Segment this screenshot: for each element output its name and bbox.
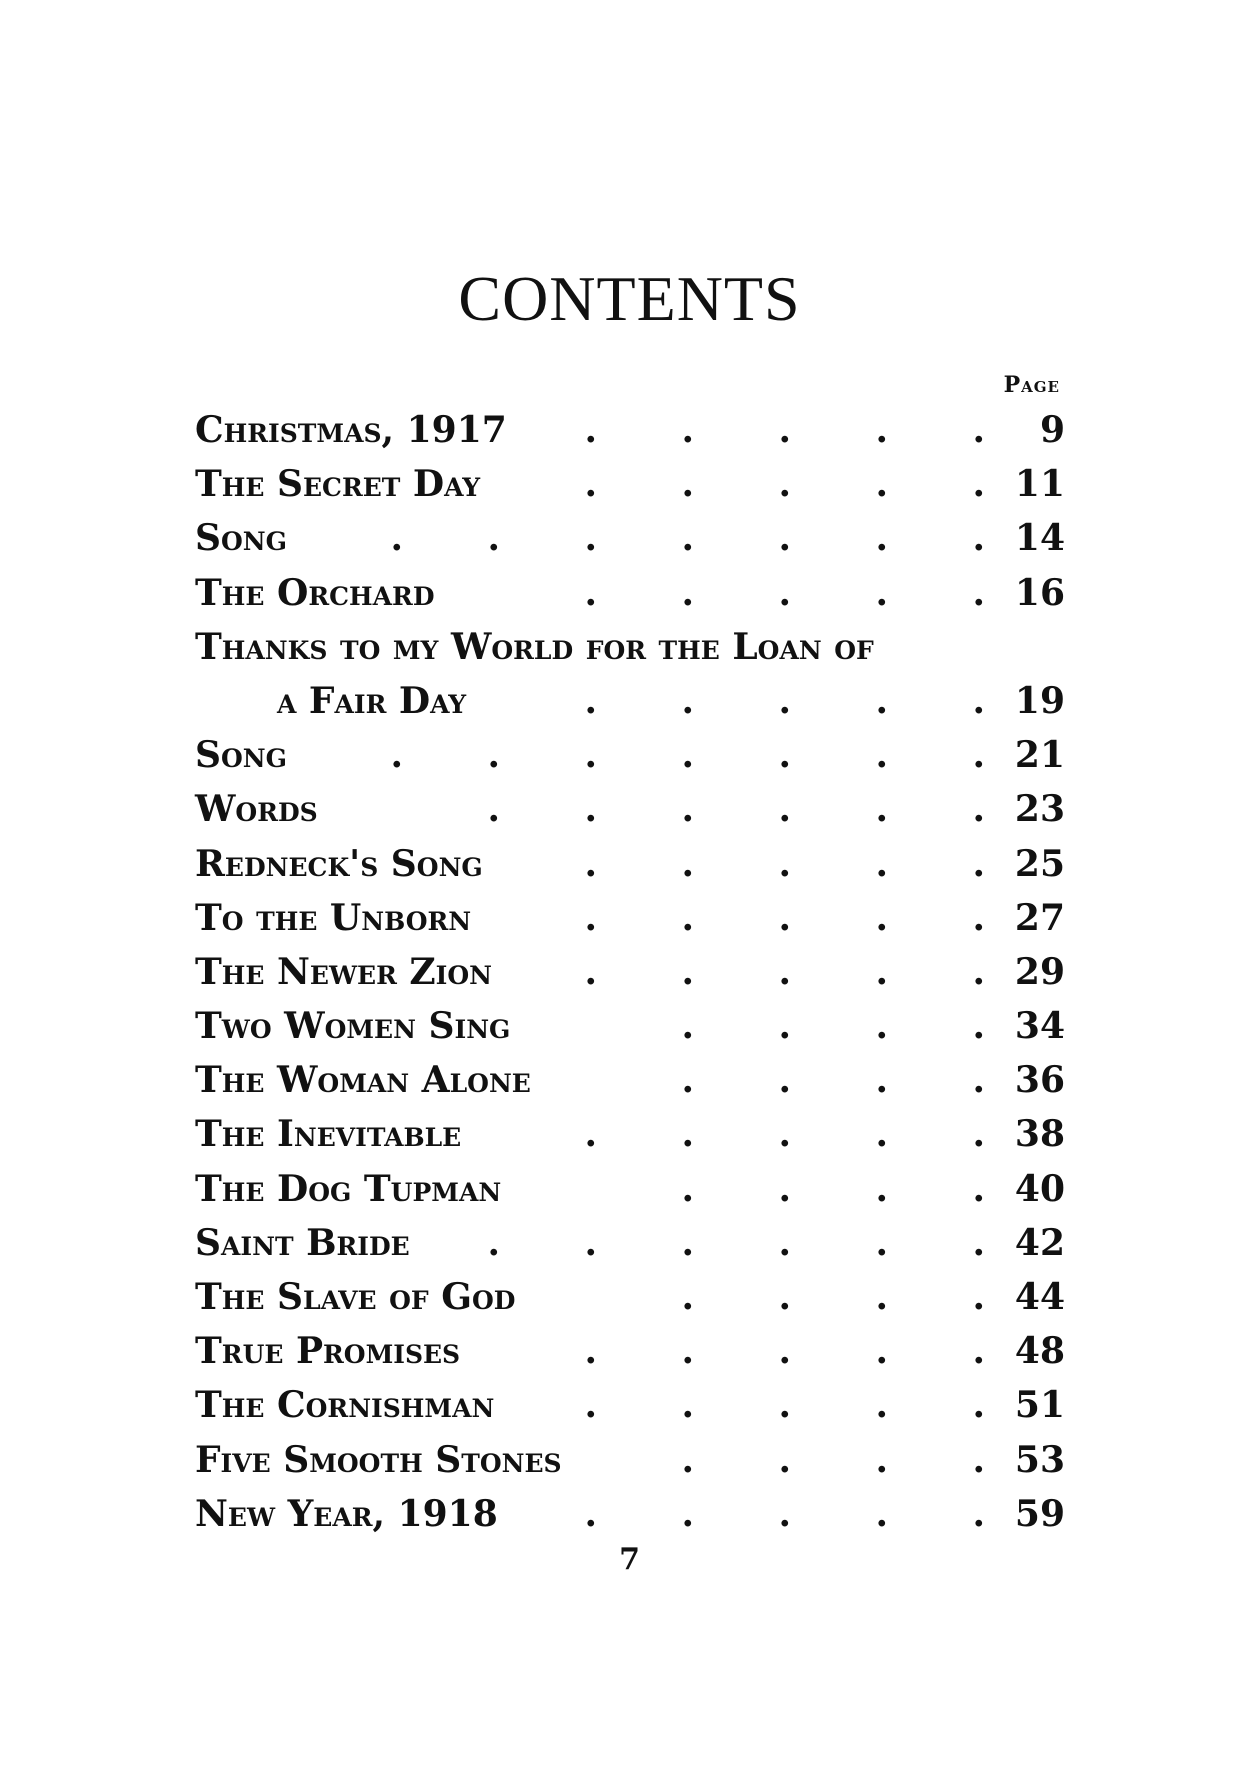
toc-entry: [195, 403, 1065, 457]
entry-page-number: 36: [1014, 1059, 1065, 1102]
leader-dots: . . . . . . .: [390, 517, 985, 560]
entry-title: Two Women Sing: [195, 999, 516, 1053]
entry-title: The Cornishman: [195, 1378, 500, 1432]
leader-dots: . . . . . .: [487, 788, 985, 831]
leader-dots: . . . . .: [584, 842, 985, 885]
entry-page-number: 16: [1014, 571, 1065, 614]
toc-entry: [195, 1324, 1065, 1378]
leader-dots: . . . . .: [584, 1113, 985, 1156]
toc-entry: [195, 457, 1065, 511]
entry-page-number: 25: [1014, 842, 1065, 885]
toc-entry: [195, 566, 1065, 620]
entry-title: Christmas, 1917: [195, 403, 513, 457]
leader-dots: . . . . .: [584, 1330, 985, 1373]
entry-title: New Year, 1918: [195, 1487, 504, 1541]
toc-entry: [195, 782, 1065, 836]
leader-dots: . . . . .: [584, 896, 985, 939]
entry-title: Redneck's Song: [195, 837, 489, 891]
page-column-label: Page: [1003, 372, 1060, 398]
leader-dots: . . . . .: [584, 463, 985, 506]
entry-page-number: 40: [1014, 1167, 1065, 1210]
toc-entry: [195, 1487, 1065, 1541]
table-of-contents: [195, 403, 1065, 1541]
entry-title: Song: [195, 728, 293, 782]
entry-title: Five Smooth Stones: [195, 1433, 568, 1487]
leader-dots: . . . . . .: [487, 1221, 985, 1264]
entry-page-number: 11: [1014, 463, 1065, 506]
toc-entry: [195, 1216, 1065, 1270]
toc-entry: [195, 891, 1065, 945]
entry-title: To the Unborn: [195, 891, 477, 945]
leader-dots: . . . . .: [584, 1384, 985, 1427]
entry-page-number: 59: [1014, 1492, 1065, 1535]
toc-entry: [195, 511, 1065, 565]
entry-title: The Inevitable: [195, 1107, 467, 1161]
entry-title: Thanks to my World for the Loan of: [195, 620, 880, 674]
entry-title: True Promises: [195, 1324, 466, 1378]
entry-page-number: 27: [1014, 896, 1065, 939]
entry-title: The Woman Alone: [195, 1053, 537, 1107]
entry-title: Words: [195, 782, 324, 836]
leader-dots: . . . . .: [584, 571, 985, 614]
entry-title: The Newer Zion: [195, 945, 498, 999]
toc-entry: [195, 837, 1065, 891]
entry-title: The Orchard: [195, 566, 441, 620]
leader-dots: . . . .: [681, 1059, 985, 1102]
leader-dots: . . . .: [681, 1438, 985, 1481]
entry-title: The Dog Tupman: [195, 1162, 507, 1216]
entry-page-number: 34: [1014, 1005, 1065, 1048]
leader-dots: . . . . .: [584, 1492, 985, 1535]
leader-dots: . . . .: [681, 1167, 985, 1210]
leader-dots: . . . . .: [584, 409, 985, 451]
toc-entry: [195, 674, 1065, 728]
entry-page-number: 21: [1014, 734, 1065, 777]
toc-entry: [195, 1107, 1065, 1161]
entry-title: a Fair Day: [277, 674, 472, 728]
entry-title: The Slave of God: [195, 1270, 521, 1324]
entry-page-number: 14: [1014, 517, 1065, 560]
toc-entry: [195, 1433, 1065, 1487]
toc-entry: [195, 1053, 1065, 1107]
entry-page-number: 38: [1014, 1113, 1065, 1156]
entry-page-number: 53: [1014, 1438, 1065, 1481]
entry-page-number: 29: [1014, 950, 1065, 993]
page-title: CONTENTS: [458, 263, 801, 334]
entry-page-number: 9: [1039, 409, 1065, 451]
entry-page-number: 51: [1014, 1384, 1065, 1427]
entry-page-number: 44: [1014, 1276, 1065, 1318]
toc-entry: [195, 1162, 1065, 1216]
toc-entry: [195, 945, 1065, 999]
toc-entry: [195, 1270, 1065, 1324]
entry-page-number: 48: [1014, 1330, 1065, 1373]
leader-dots: . . . .: [681, 1005, 985, 1048]
toc-entry: [195, 999, 1065, 1053]
leader-dots: . . . .: [681, 1276, 985, 1318]
entry-title: The Secret Day: [195, 457, 486, 511]
page-number-footer: 7: [619, 1542, 640, 1577]
leader-dots: . . . . . . .: [390, 734, 985, 777]
toc-entry: [195, 1378, 1065, 1432]
entry-title: Song: [195, 511, 293, 565]
toc-entry: [195, 620, 1065, 674]
entry-page-number: 19: [1014, 679, 1065, 722]
leader-dots: . . . . .: [584, 950, 985, 993]
entry-title: Saint Bride: [195, 1216, 416, 1270]
entry-page-number: 42: [1014, 1221, 1065, 1264]
toc-entry: [195, 728, 1065, 782]
entry-page-number: 23: [1014, 788, 1065, 831]
leader-dots: . . . . .: [584, 679, 985, 722]
